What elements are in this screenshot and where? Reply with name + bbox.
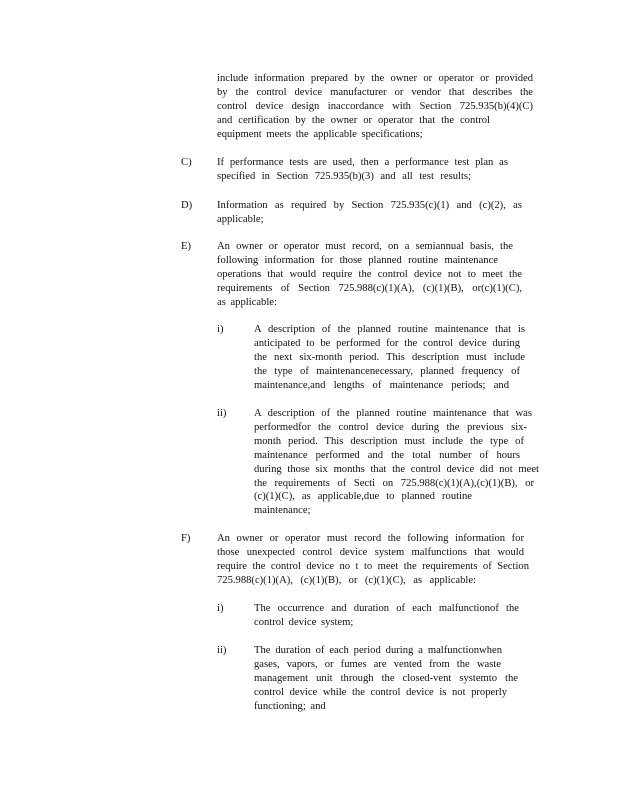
text-line: management unit through the closed-vent systemto the (254, 672, 518, 684)
item-e-paragraph (217, 240, 522, 310)
text-line: following information for those planned routine maintenance (217, 254, 498, 266)
text-line: maintenance; (254, 505, 311, 517)
subitem-e-i-paragraph (254, 323, 525, 393)
text-line: control device system; (254, 616, 354, 628)
text-line: control device while the control device is not properly (254, 686, 507, 698)
text-line: those unexpected control device system malfunctions that would (217, 546, 524, 558)
text-line: performedfor the control device during the previous six- (254, 421, 527, 433)
item-label-e: E) (181, 241, 191, 252)
text-line: equipment meets the applicable specifications; (217, 128, 423, 140)
text-line: requirements of Section 725.988(c)(1)(A), (c)(1)(B), or(c)(1)(C), (217, 282, 522, 294)
text-line: during those six months that the control device did not meet (254, 463, 539, 475)
subitem-e-ii-paragraph (254, 407, 539, 518)
item-f-paragraph (217, 532, 529, 588)
item-d-paragraph (217, 199, 522, 227)
text-line: month period. This description must include the type of (254, 435, 524, 447)
subitem-label-e-i: i) (217, 324, 224, 335)
text-line: by the control device manufacturer or vendor that describes the (217, 86, 533, 98)
text-line: specified in Section 725.935(b)(3) and all test results; (217, 170, 471, 182)
text-line: Information as required by Section 725.935(c)(1) and (c)(2), as (217, 200, 522, 211)
text-line: the type of maintenancenecessary, planned frequency of (254, 365, 520, 377)
text-line: gases, vapors, or fumes are vented from the waste (254, 658, 501, 670)
item-c-paragraph (217, 156, 508, 184)
item-label-d: D) (181, 200, 193, 211)
subitem-label-f-i: i) (217, 603, 224, 614)
text-line: the next six-month period. This description must include (254, 351, 525, 363)
text-line: The occurrence and duration of each malfunctionof the (254, 603, 519, 614)
text-line: maintenance performed and the total number of hours (254, 449, 520, 461)
text-line: anticipated to be performed for the control device during (254, 337, 520, 349)
text-line: An owner or operator must record, on a semiannual basis, the (217, 241, 513, 252)
subitem-f-i-paragraph (254, 602, 519, 630)
subitem-label-e-ii: ii) (217, 408, 227, 419)
text-line: A description of the planned routine maintenance that was (254, 408, 532, 419)
text-line: applicable; (217, 213, 264, 225)
text-line: An owner or operator must record the following information for (217, 533, 524, 544)
text-line: (c)(1)(C), as applicable,due to planned routine (254, 491, 472, 503)
text-line: control device design inaccordance with Section 725.935(b)(4)(C) (217, 100, 533, 112)
item-label-f: F) (181, 533, 191, 544)
item-label-c: C) (181, 157, 192, 168)
text-line: and certification by the owner or operator that the control (217, 114, 490, 126)
subitem-label-f-ii: ii) (217, 645, 227, 656)
text-line: operations that would require the control device not to meet the (217, 268, 522, 280)
text-line: The duration of each period during a malfunctionwhen (254, 645, 502, 656)
text-line: require the control device no t to meet the requirements of Section (217, 560, 529, 572)
text-line: maintenance,and lengths of maintenance periods; and (254, 379, 509, 391)
text-line: include information prepared by the owner or operator or provided (217, 73, 533, 84)
text-line: functioning; and (254, 700, 326, 712)
text-line: A description of the planned routine maintenance that is (254, 324, 525, 335)
intro-paragraph (217, 72, 533, 142)
subitem-f-ii-paragraph (254, 644, 518, 714)
text-line: 725.988(c)(1)(A), (c)(1)(B), or (c)(1)(C), as applicable: (217, 574, 476, 586)
text-line: as applicable: (217, 296, 277, 308)
text-line: the requirements of Secti on 725.988(c)(1)(A),(c)(1)(B), or (254, 477, 534, 489)
text-line: If performance tests are used, then a performance test plan as (217, 157, 508, 168)
